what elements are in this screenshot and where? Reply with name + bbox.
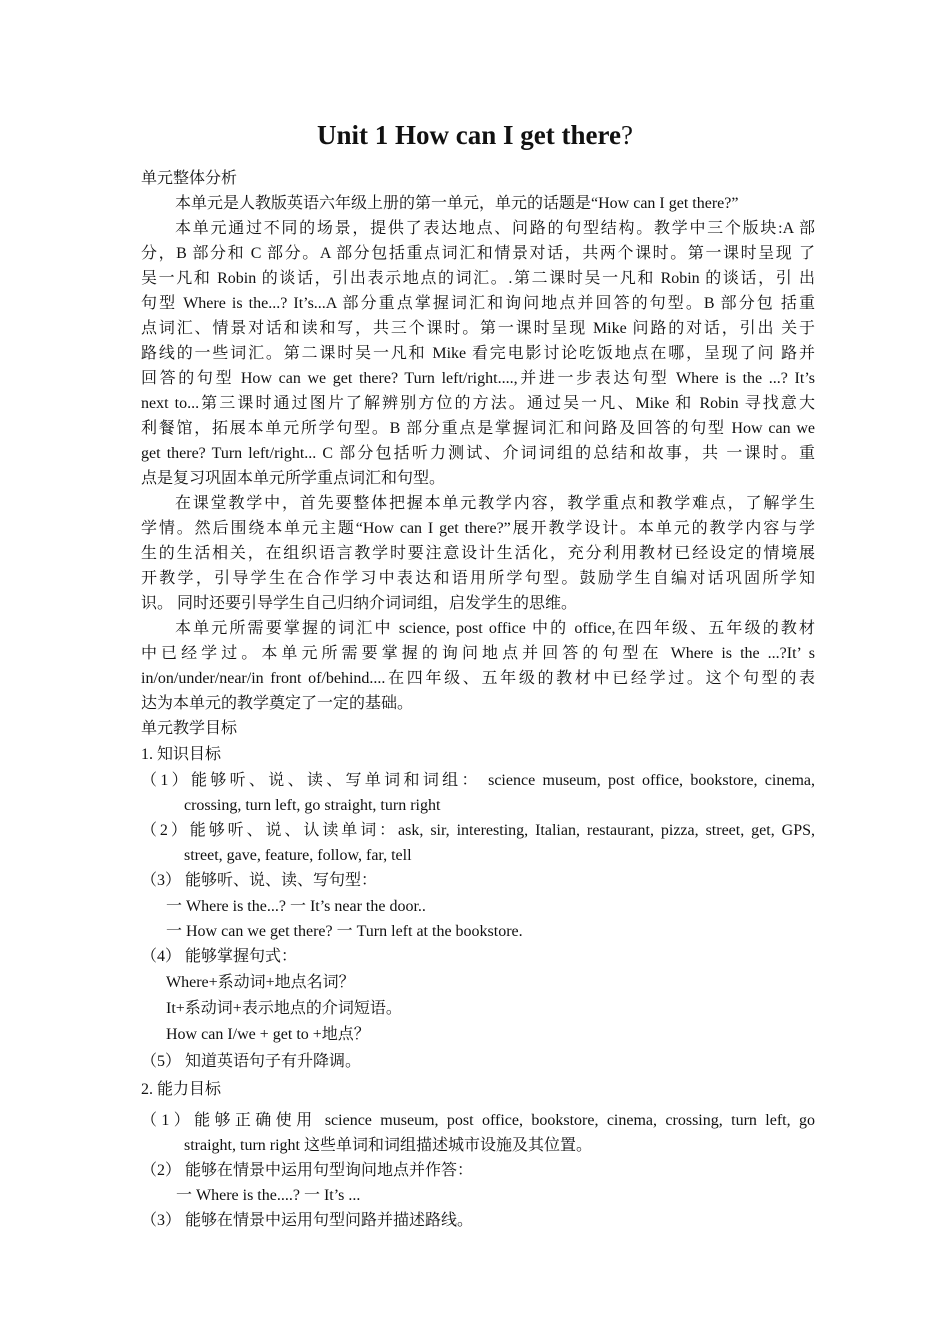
example-sentence: 一 Where is the...? 一 It’s near the door.. (166, 898, 426, 915)
paragraph-line: 句型 Where is the...? It’s...A 部分重点掌握词汇和询问地点并回答的句型。B 部分包 括重 (141, 295, 815, 312)
list-item-continued: crossing, turn left, go straight, turn right (184, 797, 441, 814)
paragraph-line: in/on/under/near/in front of/behind....在四年级、五年级的教材中已经学过。这个句型的表 (141, 670, 815, 687)
paragraph-line: 本单元是人教版英语六年级上册的第一单元，单元的话题是“How can I get there?” (175, 195, 739, 212)
list-item: （4） 能够掌握句式： (141, 948, 298, 965)
list-heading: 2. 能力目标 (141, 1081, 222, 1098)
list-item: （3） 能够在情景中运用句型问路并描述路线。 (141, 1212, 474, 1229)
paragraph-line: 点词汇、情景对话和读和写，共三个课时。第一课时呈现 Mike 问路的对话，引出 关于 (141, 320, 815, 337)
pattern-sentence: How can I/we + get to +地点？ (166, 1026, 370, 1043)
section-heading-analysis: 单元整体分析 (141, 170, 238, 187)
title-question-mark: ? (620, 120, 633, 150)
paragraph-line: 路线的一些词汇。第二课时吴一凡和 Mike 看完电影讨论吃饭地点在哪，呈现了问 路并 (141, 345, 815, 362)
paragraph-line: 中已经学过。本单元所需要掌握的询问地点并回答的句型在 Where is the ...?It’ s (141, 645, 815, 662)
paragraph-line: get there? Turn left/right... C 部分包括听力测试、介词词组的总结和故事，共 一课时。重 (141, 445, 815, 462)
list-item-continued: street, gave, feature, follow, far, tell (184, 847, 412, 864)
paragraph-line: 本单元所需要掌握的词汇中 science, post office 中的 office,在四年级、五年级的教材 (175, 620, 815, 637)
paragraph-line: 点是复习巩固本单元所学重点词汇和句型。 (141, 470, 446, 487)
paragraph-line: 利餐馆，拓展本单元所学句型。B 部分重点是掌握词汇和问路及回答的句型 How can we (141, 420, 815, 437)
title-text: Unit 1 How can I get there (317, 120, 621, 150)
list-heading: 1. 知识目标 (141, 746, 222, 763)
pattern-sentence: Where+系动词+地点名词？ (166, 974, 355, 991)
example-sentence: 一 Where is the....? 一 It’s ... (176, 1187, 361, 1204)
list-item: （3） 能够听、说、读、写句型： (141, 872, 378, 889)
paragraph-line: 回答的句型 How can we get there? Turn left/right....,并进一步表达句型 Where is the ...? It’s (141, 370, 815, 387)
list-item: （1）能够听、说、读、写单词和词组： science museum, post office, bookstore, cinema, (141, 772, 815, 789)
paragraph-line: 本单元通过不同的场景，提供了表达地点、问路的句型结构。教学中三个版块:A 部 (175, 220, 815, 237)
paragraph-line: 开教学，引导学生在合作学习中表达和语用所学句型。鼓励学生自编对话巩固所学知 (141, 570, 815, 587)
list-item: （2）能够听、说、认读单词：ask, sir, interesting, Italian, restaurant, pizza, street, get, GPS, (141, 822, 815, 839)
paragraph-line: 学情。然后围绕本单元主题“How can I get there?”展开教学设计。本单元的教学内容与学 (141, 520, 815, 537)
paragraph-line: 达为本单元的教学奠定了一定的基础。 (141, 695, 414, 712)
paragraph-line: 生的生活相关，在组织语言教学时要注意设计生活化，充分利用教材已经设定的情境展 (141, 545, 815, 562)
page-title (0, 118, 950, 152)
example-sentence: 一 How can we get there? 一 Turn left at the bookstore. (166, 923, 523, 940)
paragraph-line: next to...第三课时通过图片了解辨别方位的方法。通过吴一凡、Mike 和 Robin 寻找意大 (141, 395, 815, 412)
list-item-continued: straight, turn right 这些单词和词组描述城市设施及其位置。 (184, 1137, 592, 1154)
pattern-sentence: It+系动词+表示地点的介词短语。 (166, 1000, 402, 1017)
paragraph-line: 吴一凡和 Robin 的谈话，引出表示地点的词汇。.第二课时吴一凡和 Robin 的谈话，引 出 (141, 270, 815, 287)
paragraph-line: 分，B 部分和 C 部分。A 部分包括重点词汇和情景对话，共两个课时。第一课时呈现 了 (141, 245, 815, 262)
list-item: （1）能够正确使用 science museum, post office, bookstore, cinema, crossing, turn left, go (141, 1112, 815, 1129)
paragraph-line: 识。 同时还要引导学生自己归纳介词词组，启发学生的思维。 (141, 595, 578, 612)
list-item: （5） 知道英语句子有升降调。 (141, 1053, 362, 1070)
list-item: （2） 能够在情景中运用句型询问地点并作答： (141, 1162, 474, 1179)
section-heading-goals: 单元教学目标 (141, 720, 238, 737)
paragraph-line: 在课堂教学中，首先要整体把握本单元教学内容，教学重点和教学难点，了解学生 (175, 495, 815, 512)
